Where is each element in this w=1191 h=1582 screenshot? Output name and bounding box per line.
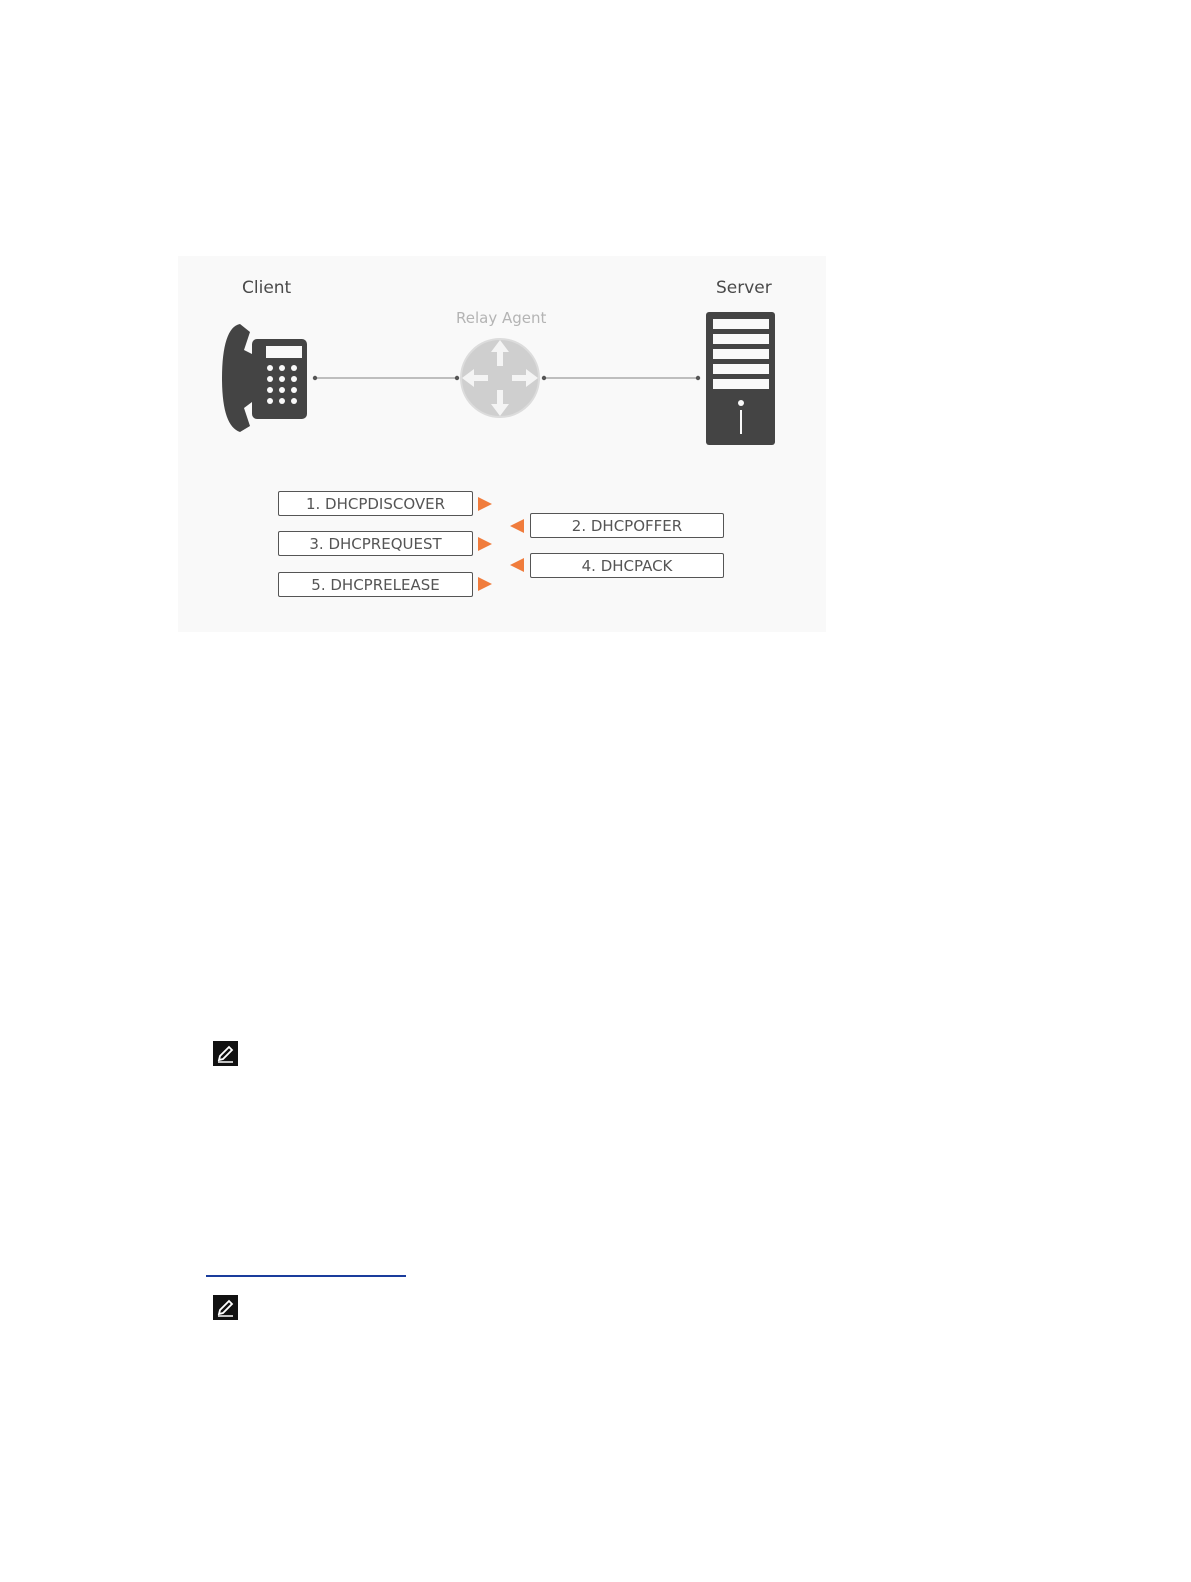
message-dhcpack: 4. DHCPACK bbox=[530, 553, 724, 578]
arrow-right-1 bbox=[478, 497, 492, 511]
arrow-right-3 bbox=[478, 537, 492, 551]
server-icon bbox=[706, 312, 775, 445]
message-arrows bbox=[478, 497, 524, 591]
relay-agent-label: Relay Agent bbox=[456, 309, 547, 327]
message-dhcpdiscover: 1. DHCPDISCOVER bbox=[278, 491, 473, 516]
message-dhcprequest: 3. DHCPREQUEST bbox=[278, 531, 473, 556]
arrow-left-2 bbox=[510, 519, 524, 533]
client-label: Client bbox=[242, 278, 292, 298]
arrow-right-5 bbox=[478, 577, 492, 591]
message-dhcpoffer: 2. DHCPOFFER bbox=[530, 513, 724, 538]
reference-link-underline[interactable] bbox=[206, 1275, 406, 1277]
pencil-note-icon bbox=[213, 1041, 238, 1066]
arrow-left-4 bbox=[510, 558, 524, 572]
dhcp-relay-diagram bbox=[178, 256, 826, 632]
server-label: Server bbox=[716, 278, 772, 298]
pencil-note-icon bbox=[213, 1295, 238, 1320]
message-dhcprelease: 5. DHCPRELEASE bbox=[278, 572, 473, 597]
router-icon bbox=[461, 339, 539, 417]
phone-icon bbox=[222, 324, 307, 432]
